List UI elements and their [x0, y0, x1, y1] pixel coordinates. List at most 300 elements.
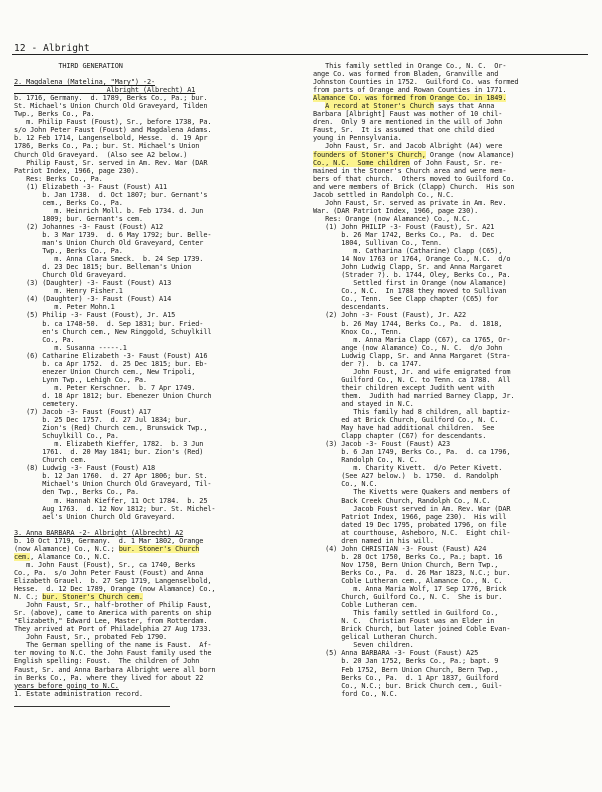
text-line [313, 151, 595, 159]
line-text: Twp., Berks Co., Pa. [14, 110, 95, 119]
text-line [14, 408, 306, 416]
line-text: Feb 1752, Bern Union Church, Bern Twp., [313, 665, 499, 674]
text-line [14, 440, 306, 448]
line-text: b. 25 Dec 1757. d. 27 Jul 1834; bur. [14, 416, 192, 425]
line-text: 1809; bur. Gernant's cem. [14, 214, 143, 223]
line-text: Co., N.C. [313, 480, 378, 489]
text-line [14, 609, 306, 617]
text-line [313, 360, 595, 368]
line-text: Settled first in Orange (now Alamance) [313, 279, 507, 288]
text-line [313, 207, 595, 215]
text-line [14, 126, 306, 134]
line-text: descendants. [313, 303, 390, 312]
line-text: m. Anna Maria Wolf, 17 Sep 1776, Brick [313, 585, 507, 594]
line-text [313, 102, 325, 110]
text-line [14, 263, 306, 271]
line-text: St. Michael's Union Church Old Graveyard, Tilden [14, 102, 208, 111]
text-line [313, 569, 595, 577]
text-line [313, 271, 595, 279]
text-line [14, 303, 306, 311]
line-text: (7) Jacob -3- Faust (Foust) A17 [14, 408, 151, 417]
text-line [14, 70, 306, 78]
text-line [14, 601, 306, 609]
text-line [313, 70, 595, 78]
line-text: Lynn Twp., Lehigh Co., Pa. [14, 375, 147, 384]
line-text: 2. Magdalena (Matelina, "Mary") -2- [14, 78, 155, 87]
line-text: ford Co., N.C. [313, 689, 398, 698]
line-text: Jacob Foust served in Am. Rev. War (DAR [313, 504, 511, 513]
highlighted-text: cem. [14, 552, 31, 561]
line-text: m. Peter Mohn.1 [14, 303, 115, 312]
line-text: them. Judith had married Barney Clapp, Jr. [313, 391, 515, 400]
line-text: This family settled in Guilford Co., [313, 609, 499, 618]
line-text: 1786, Berks Co., Pa.; bur. St. Michael's Union [14, 142, 200, 151]
line-text: Aug 1763. d. 12 Nov 1812; bur. St. Michel- [14, 504, 216, 513]
line-text: (1) John PHILIP -3- Foust (Faust), Sr. A21 [313, 222, 495, 231]
line-text: en's Church cem., New Ringgold, Schuylkill [14, 327, 212, 336]
line-text: (6) Catharine Elizabeth -3- Faust (Foust) A16 [14, 351, 208, 360]
text-line [313, 215, 595, 223]
line-text: cemetery. [14, 399, 79, 408]
text-line [313, 344, 595, 352]
line-text: Johnston Counties in 1752. Guilford Co. was formed [313, 78, 519, 87]
text-line [14, 617, 306, 625]
text-line [313, 159, 595, 167]
line-text: ael's Union Church Old Graveyard. [14, 512, 176, 521]
line-text: Faust, Sr. and Anna Barbara Albright were all born [14, 665, 216, 674]
line-text: Hesse. d. 12 Dec 1789, Orange (now Alamance) Co., [14, 585, 216, 594]
text-line [313, 392, 595, 400]
text-line [14, 134, 306, 142]
text-line [313, 239, 595, 247]
line-text: dren named in his will. [313, 536, 434, 545]
text-line [313, 513, 595, 521]
text-line [313, 311, 595, 319]
text-line [313, 408, 595, 416]
line-text: b. 28 Oct 1750, Berks Co., Pa.; bapt. 16 [313, 552, 503, 561]
line-text: Guilford Co., N. C. to Tenn. ca 1788. All [313, 375, 511, 384]
text-line [14, 175, 306, 183]
text-line [313, 118, 595, 126]
line-text-rest: says that Anna [433, 102, 495, 111]
text-line [14, 328, 306, 336]
line-text: Seven children. [313, 641, 414, 650]
text-line [14, 287, 306, 295]
line-text: Knox Co., Tenn. [313, 327, 402, 336]
line-text: Res: Berks Co., Pa. [14, 174, 103, 183]
text-line [313, 384, 595, 392]
text-line [14, 448, 306, 456]
line-text: English spelling: Foust. The children of John [14, 657, 200, 666]
text-line [14, 682, 306, 690]
line-text: Co., N.C. In 1788 they moved to Sullivan [313, 287, 507, 296]
text-line [14, 585, 306, 593]
line-text: 1761. d. 20 May 1841; bur. Zion's (Red) [14, 448, 204, 457]
text-line [313, 191, 595, 199]
line-text: 1. Estate administration record. [14, 689, 143, 698]
line-text: (2) Johannes -3- Faust (Foust) A12 [14, 222, 164, 231]
text-line [313, 295, 595, 303]
line-text: John Faust, Sr. served as private in Am. Rev. [313, 198, 507, 207]
text-line [14, 352, 306, 360]
text-line [313, 336, 595, 344]
line-text: Faust, Sr. It is assumed that one child died [313, 126, 495, 135]
text-line [14, 529, 306, 537]
text-line [14, 255, 306, 263]
text-line [313, 223, 595, 231]
line-text: (4) (Daughter) -3- Faust (Foust) A14 [14, 295, 172, 304]
text-line [313, 416, 595, 424]
line-text: (1) Elizabeth -3- Faust (Foust) A11 [14, 182, 168, 191]
text-line [313, 609, 595, 617]
text-line [313, 352, 595, 360]
line-text: gelical Lutheran Church. [313, 633, 438, 642]
text-line [14, 191, 306, 199]
line-text: (3) Jacob -3- Foust (Faust) A23 [313, 440, 450, 449]
text-line [14, 488, 306, 496]
text-line [14, 649, 306, 657]
text-line [14, 207, 306, 215]
text-line [313, 199, 595, 207]
text-line [313, 279, 595, 287]
text-line [14, 368, 306, 376]
text-line [313, 231, 595, 239]
line-text: young in Pennsylvania. [313, 134, 402, 143]
text-line [313, 263, 595, 271]
line-text: John Faust, Sr., half-brother of Philip Faust, [14, 601, 212, 610]
line-text: Nov 1750, Bern Union Church, Bern Twp., [313, 560, 499, 569]
text-line [313, 183, 595, 191]
line-text: cem., Berks Co., Pa. [14, 198, 123, 207]
line-text: in Berks Co., Pa. where they lived for about 22 [14, 673, 204, 682]
text-line [14, 62, 306, 70]
text-line [14, 666, 306, 674]
text-line [14, 674, 306, 682]
footnote-rule [14, 706, 170, 707]
line-text: 3. Anna BARBARA -2- Albright (Albrecht) A2 [14, 528, 184, 537]
line-text: Co., N.C.; bur. Brick Church cem., Guil- [313, 681, 503, 690]
line-text: This family had 8 children, all baptiz- [313, 408, 511, 417]
line-text: Coble Lutheran cem. [313, 601, 418, 610]
text-line [313, 497, 595, 505]
line-text: and stayed in N.C. [313, 399, 414, 408]
line-text: s/o John Peter Faust (Foust) and Magdalena Adams. [14, 126, 212, 135]
header-rule [12, 54, 588, 55]
text-line [14, 593, 306, 601]
line-text: Michael's Union Church Old Graveyard, Til- [14, 480, 212, 489]
text-line [313, 432, 595, 440]
text-line [14, 690, 306, 698]
text-line [313, 561, 595, 569]
line-text: May have had additional children. See [313, 424, 495, 433]
line-text-rest: , Alamance Co., N.C. [30, 552, 111, 561]
line-text: Coble Lutheran cem., Alamance Co., N. C. [313, 577, 503, 585]
line-text: der ?). b. ca 1747. [313, 359, 422, 368]
text-line [14, 480, 306, 488]
text-line [14, 94, 306, 102]
line-text: bers of that church. Others moved to Guilford Co. [313, 174, 515, 183]
line-text: b. 20 Jan 1752, Berks Co., Pa.; bapt. 9 [313, 657, 499, 666]
text-line [14, 537, 306, 545]
text-line [313, 537, 595, 545]
text-line [313, 368, 595, 376]
line-text: John Faust, Sr. and Jacob Albright (A4) were [313, 142, 503, 151]
line-text: N. C. Christian Foust was an Elder in [313, 617, 495, 626]
text-line [14, 271, 306, 279]
line-text: Schuylkill Co., Pa. [14, 432, 119, 441]
text-line [313, 649, 595, 657]
text-line [313, 529, 595, 537]
line-text: dated 19 Dec 1795, probated 1796, on file [313, 520, 507, 529]
line-text: (5) Philip -3- Faust (Foust), Jr. A15 [14, 311, 176, 320]
text-line [313, 110, 595, 118]
line-text: THIRD GENERATION [14, 62, 123, 70]
highlighted-text: bur. Stoner's Church cem. [42, 593, 143, 602]
text-line [313, 440, 595, 448]
text-line [14, 432, 306, 440]
line-text: "Elizabeth," Edward Lee, Master, from Rotterdam. [14, 617, 208, 626]
text-line [14, 416, 306, 424]
line-text: d. 23 Dec 1815; bur. Belleman's Union [14, 263, 192, 272]
line-text: Patriot Index, 1966, page 230). His will [313, 512, 507, 521]
line-text: b. ca Apr 1752. d. 25 Dec 1815; bur. Eb- [14, 359, 208, 368]
text-line [14, 553, 306, 561]
text-line [14, 320, 306, 328]
text-line [313, 78, 595, 86]
text-line [14, 78, 306, 86]
line-text: m. Henry Fisher.1 [14, 287, 123, 296]
text-line [14, 456, 306, 464]
line-text: They arrived at Port of Philadelphia 27 Aug 1733. [14, 625, 212, 634]
line-text: b. 3 Mar 1739. d. 6 May 1792; bur. Belle- [14, 230, 212, 239]
line-text: m. Charity Kivett. d/o Peter Kivett. [313, 464, 503, 473]
line-text: War. (DAR Patriot Index, 1966, page 230). [313, 206, 479, 215]
line-text: (3) (Daughter) -3- Faust (Foust) A13 [14, 279, 172, 288]
text-line [14, 86, 306, 94]
line-text: (2) John -3- Foust (Faust), Jr. A22 [313, 311, 467, 320]
line-text: m. Anna Clara Smeck. b. 24 Sep 1739. [14, 255, 204, 264]
line-text: (Strader ?). b. 1744, Oley, Berks Co., Pa. [313, 271, 511, 280]
line-text: Res: Orange (now Alamance) Co., N.C. [313, 214, 471, 223]
text-line [313, 657, 595, 665]
text-line [14, 545, 306, 553]
line-text: mained in the Stoner's Church area and were mem- [313, 166, 507, 175]
text-line [313, 456, 595, 464]
line-text: Ludwig Clapp, Sr. and Anna Margaret (Stra- [313, 351, 511, 360]
line-text: b. ca 1748-50. d. Sep 1831; bur. Fried- [14, 319, 204, 328]
line-text: b. 26 May 1744, Berks Co., Pa. d. 1818, [313, 319, 503, 328]
line-text: enezer Union Church cem., New Tripoli, [14, 367, 196, 376]
highlighted-text: bur. Stoner's Church [118, 544, 200, 553]
text-line [313, 400, 595, 408]
line-text: Albright (Albrecht) A1 [14, 86, 196, 95]
text-line [313, 545, 595, 553]
text-line [313, 247, 595, 255]
text-line [313, 601, 595, 609]
text-line [14, 424, 306, 432]
text-line [14, 279, 306, 287]
text-line [313, 102, 595, 110]
line-text: dren. Only 9 are mentioned in the will of John [313, 118, 503, 127]
line-text: m. Catharina (Catharine) Clapp (C65), [313, 247, 503, 256]
line-text: Berks Co., Pa. d. 26 Mar 1823, N.C.; bur. [313, 568, 511, 577]
text-line [313, 633, 595, 641]
text-line [14, 521, 306, 529]
line-text: Berks Co., Pa. d. 1 Apr 1837, Guilford [313, 673, 499, 682]
text-line [14, 400, 306, 408]
line-text: m. Philip Faust (Foust), Sr., before 1738, Pa. [14, 118, 212, 127]
text-line [14, 657, 306, 665]
text-line [14, 336, 306, 344]
highlighted-text: Co., N.C. Some children [313, 158, 410, 167]
text-line [313, 690, 595, 698]
line-text: (8) Ludwig -3- Faust (Foust) A18 [14, 464, 155, 473]
text-line [313, 142, 595, 150]
line-text: m. Hannah Kieffer, 11 Oct 1784. b. 25 [14, 496, 208, 505]
text-line [313, 86, 595, 94]
line-text: ter moving to N.C. the John Faust family used the [14, 649, 212, 658]
line-text: m. Heinrich Moll. b. Feb 1734. d. Jun [14, 206, 204, 215]
line-text: d. 18 Apr 1812; bur. Ebenezer Union Church [14, 391, 212, 400]
text-line [14, 464, 306, 472]
line-text-rest: Orange (now Alamance) [425, 150, 515, 159]
text-line [14, 239, 306, 247]
line-text: Patriot Index, 1966, page 230). [14, 166, 139, 175]
text-line [313, 553, 595, 561]
line-text: Twp., Berks Co., Pa. [14, 247, 123, 256]
text-line [14, 118, 306, 126]
line-text: N. C.; [14, 593, 43, 602]
text-line [14, 376, 306, 384]
text-line [14, 231, 306, 239]
text-line [14, 577, 306, 585]
line-text: Elizabeth Grauel. b. 27 Sep 1719, Langenselbold, [14, 577, 212, 585]
text-line [313, 593, 595, 601]
line-text: Jacob settled in Randolph Co., N.C. [313, 190, 454, 199]
text-line [14, 561, 306, 569]
line-text: and were members of Brick (Clapp) Church. His son [313, 182, 515, 191]
line-text: Church Old Graveyard. (Also see A2 below.) [14, 150, 188, 159]
text-line [313, 424, 595, 432]
text-line [14, 360, 306, 368]
text-line [14, 159, 306, 167]
line-text: The Kivetts were Quakers and members of [313, 488, 511, 497]
line-text: John Faust, Sr., probated Feb 1790. [14, 633, 168, 642]
line-text: (4) John CHRISTIAN -3- Foust (Faust) A24 [313, 544, 487, 553]
line-text: (now Alamance) Co., N.C.; [14, 544, 119, 553]
text-line [14, 311, 306, 319]
text-line [313, 577, 595, 585]
line-text: John Foust, Jr. and wife emigrated from [313, 367, 511, 376]
text-line [313, 674, 595, 682]
text-line [14, 505, 306, 513]
line-text: Church Old Graveyard. [14, 271, 127, 280]
line-text: at courthouse, Asheboro, N.C. Eight chil- [313, 528, 511, 537]
line-text: The German spelling of the name is Faust. Af- [14, 641, 212, 650]
line-text: Barbara [Albright] Faust was mother of 10 chil- [313, 110, 503, 119]
text-line [313, 625, 595, 633]
line-text: This family settled in Orange Co., N. C. Or- [313, 62, 507, 70]
right-column [313, 62, 595, 698]
text-line [313, 682, 595, 690]
line-text: Co., Tenn. See Clapp chapter (C65) for [313, 295, 499, 304]
text-line [313, 167, 595, 175]
text-line [14, 497, 306, 505]
line-text: Co., Pa. [14, 335, 75, 344]
line-text: m. Susanna -----.1 [14, 343, 127, 352]
text-line [313, 480, 595, 488]
line-text: Clapp chapter (C67) for descendants. [313, 432, 487, 441]
text-line [14, 344, 306, 352]
line-text: b. 12 Jan 1760. d. 27 Apr 1806; bur. St. [14, 472, 208, 481]
line-text: 14 Nov 1763 or 1764, Orange Co., N.C. d/o [313, 255, 511, 264]
line-text: 1804, Sullivan Co., Tenn. [313, 239, 442, 248]
line-text: Sr. (above), came to America with parents on ship [14, 609, 212, 618]
text-line [14, 183, 306, 191]
line-text: Brick Church, but later joined Coble Evan- [313, 625, 511, 634]
text-line [313, 641, 595, 649]
text-line [313, 303, 595, 311]
line-text: man's Union Church Old Graveyard, Center [14, 239, 204, 248]
text-line [14, 247, 306, 255]
text-line [313, 488, 595, 496]
text-line [313, 666, 595, 674]
line-text: Philip Faust, Sr. served in Am. Rev. War (DAR [14, 158, 208, 167]
text-line [14, 625, 306, 633]
text-line [313, 126, 595, 134]
line-text: ed at Brick Church, Guilford Co., N. C. [313, 416, 499, 425]
text-line [313, 585, 595, 593]
text-line [14, 151, 306, 159]
line-text-rest: of John Faust, Sr. re- [409, 158, 503, 167]
line-text: b. 10 Oct 1719, Germany. d. 1 Mar 1802, Orange [14, 536, 204, 545]
text-line [14, 569, 306, 577]
line-text: b. 12 Feb 1714, Langenselbold, Hesse. d. 19 Apr [14, 134, 208, 143]
text-line [313, 94, 595, 102]
text-line [14, 384, 306, 392]
line-text: m. Peter Kerschner. b. 7 Apr 1749. [14, 383, 196, 392]
text-line [313, 255, 595, 263]
text-line [14, 513, 306, 521]
line-text: (5) Anna BARBARA -3- Foust (Faust) A25 [313, 649, 479, 658]
line-text: years before going to N.C. [14, 681, 119, 690]
text-line [14, 633, 306, 641]
text-line [313, 287, 595, 295]
line-text: John Ludwig Clapp, Sr. and Anna Margaret [313, 263, 503, 272]
text-line [313, 62, 595, 70]
text-line [313, 175, 595, 183]
text-line [313, 617, 595, 625]
text-line [313, 505, 595, 513]
text-line [14, 641, 306, 649]
line-text: b. 6 Jan 1749, Berks Co., Pa. d. ca 1796, [313, 448, 511, 457]
line-text: Co., Pa. s/o John Peter Faust (Foust) and Anna [14, 568, 204, 577]
line-text: their children except Judith went with [313, 383, 495, 392]
text-line [14, 110, 306, 118]
text-line [14, 295, 306, 303]
line-text: m. Anna Maria Clapp (C67), ca 1765, Or- [313, 335, 511, 344]
text-line [14, 167, 306, 175]
line-text: Church, Guilford Co., N. C. She is bur. [313, 593, 503, 602]
page-header: 12 - Albright [14, 43, 90, 54]
line-text: b. Jan 1738. d. Oct 1807; bur. Gernant's [14, 190, 208, 199]
text-line [313, 376, 595, 384]
text-line [14, 199, 306, 207]
line-text: m. Elizabeth Kieffer, 1782. b. 3 Jun [14, 440, 204, 449]
text-line [14, 392, 306, 400]
line-text: Back Creek Church, Randolph Co., N.C. [313, 496, 491, 505]
text-line [14, 215, 306, 223]
